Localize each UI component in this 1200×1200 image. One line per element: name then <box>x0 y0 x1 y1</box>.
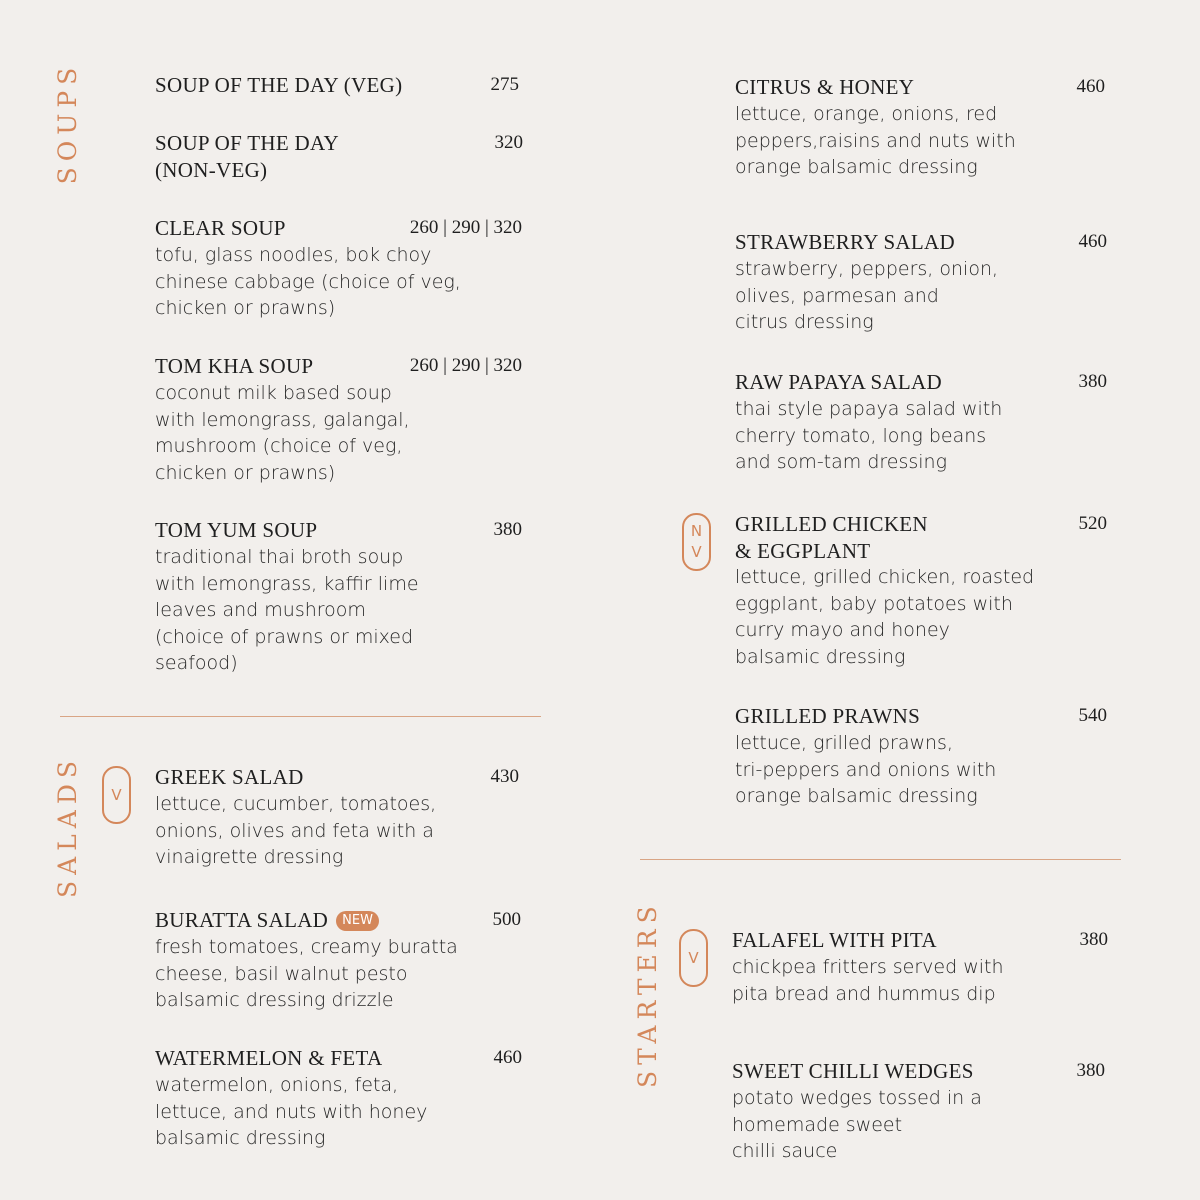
desc-line: orange balsamic dressing <box>735 785 978 808</box>
item-price: 380 <box>493 519 522 540</box>
section-title-starters: STARTERS <box>633 900 662 1088</box>
item-price: 380 <box>1078 371 1107 392</box>
veg-badge-starters <box>679 929 708 987</box>
new-badge: NEW <box>336 911 379 931</box>
item-description <box>155 934 525 1014</box>
section-title-soups: SOUPS <box>53 61 82 185</box>
item-name: WATERMELON & FETA <box>155 1046 383 1070</box>
menu-item-sweet-chilli-wedges <box>732 1058 1108 1165</box>
desc-line: chilli sauce <box>732 1140 838 1163</box>
item-name: CITRUS & HONEY <box>735 75 915 99</box>
item-name: STRAWBERRY SALAD <box>735 230 955 254</box>
menu-item-soup-veg <box>155 72 525 99</box>
item-price: 275 <box>490 74 519 95</box>
desc-line: lettuce, orange, onions, red <box>735 103 998 125</box>
item-price: 380 <box>1079 929 1108 950</box>
item-price: 540 <box>1078 705 1107 726</box>
item-name: SWEET CHILLI WEDGES <box>732 1059 974 1083</box>
desc-line: lettuce, grilled chicken, roasted <box>735 566 1035 588</box>
item-price: 460 <box>493 1047 522 1068</box>
item-price: 320 <box>494 132 523 153</box>
desc-line: chickpea fritters served with <box>732 956 1004 978</box>
item-price: 460 <box>1076 76 1105 97</box>
desc-line: lettuce, grilled prawns, <box>735 732 953 754</box>
menu-item-tom-yum-soup <box>155 517 525 677</box>
item-description <box>735 730 1107 810</box>
item-description <box>155 544 525 677</box>
item-description <box>732 1085 1108 1165</box>
desc-line: lettuce, and nuts with honey <box>155 1100 428 1123</box>
desc-line: orange balsamic dressing <box>735 156 978 179</box>
desc-line: vinaigrette dressing <box>155 846 344 869</box>
desc-line: tofu, glass noodles, bok choy <box>155 244 432 266</box>
desc-line: with lemongrass, kaffir lime <box>155 572 419 595</box>
desc-line: olives, parmesan and <box>735 284 939 307</box>
item-name: TOM KHA SOUP <box>155 354 314 378</box>
veg-badge-salads <box>102 766 131 824</box>
item-price: 460 <box>1078 231 1107 252</box>
desc-line: chinese cabbage (choice of veg, <box>155 270 461 293</box>
desc-line: pita bread and hummus dip <box>732 982 996 1005</box>
menu-item-tom-kha-soup <box>155 353 525 486</box>
item-description <box>155 380 525 486</box>
desc-line: and som-tam dressing <box>735 451 947 474</box>
item-name: RAW PAPAYA SALAD <box>735 370 942 394</box>
desc-line: (choice of prawns or mixed <box>155 625 414 648</box>
item-name: CLEAR SOUP <box>155 216 286 240</box>
desc-line: eggplant, baby potatoes with <box>735 592 1013 615</box>
menu-item-watermelon-feta <box>155 1045 525 1152</box>
item-name: TOM YUM SOUP <box>155 518 318 542</box>
section-title-salads: SALADS <box>53 754 82 898</box>
item-price: 430 <box>490 766 519 787</box>
desc-line: chicken or prawns) <box>155 297 336 320</box>
desc-line: balsamic dressing <box>155 1127 326 1150</box>
desc-line: watermelon, onions, feta, <box>155 1074 399 1096</box>
item-name: FALAFEL WITH PITA <box>732 928 937 952</box>
item-price: 380 <box>1076 1060 1105 1081</box>
nonveg-letter-v: V <box>691 543 702 561</box>
desc-line: with lemongrass, galangal, <box>155 408 410 431</box>
menu-item-buratta-salad <box>155 907 525 1014</box>
divider-soups-salads <box>60 716 541 717</box>
item-name-line2: (NON-VEG) <box>155 158 268 182</box>
item-description <box>735 256 1107 336</box>
item-price: 520 <box>1078 513 1107 534</box>
desc-line: balsamic dressing drizzle <box>155 989 394 1012</box>
desc-line: coconut milk based soup <box>155 382 392 404</box>
desc-line: traditional thai broth soup <box>155 546 404 568</box>
item-name: GREEK SALAD <box>155 765 304 789</box>
nonveg-badge <box>682 513 711 571</box>
desc-line: seafood) <box>155 652 238 675</box>
menu-item-greek-salad <box>155 764 525 871</box>
item-description <box>155 1072 525 1152</box>
item-price: 260 | 290 | 320 <box>409 355 522 376</box>
veg-letter: V <box>688 948 699 967</box>
menu-item-clear-soup <box>155 215 525 322</box>
item-price: 260 | 290 | 320 <box>409 217 522 238</box>
menu-item-grilled-prawns <box>735 703 1107 810</box>
item-price: 500 <box>492 909 521 930</box>
menu-item-soup-nonveg <box>155 130 525 183</box>
desc-line: thai style papaya salad with <box>735 398 1003 420</box>
menu-item-falafel-with-pita <box>732 927 1108 1007</box>
item-description <box>735 564 1107 670</box>
desc-line: cheese, basil walnut pesto <box>155 962 408 985</box>
desc-line: leaves and mushroom <box>155 599 366 622</box>
item-description <box>155 242 525 322</box>
desc-line: peppers,raisins and nuts with <box>735 129 1016 152</box>
desc-line: tri-peppers and onions with <box>735 758 997 781</box>
desc-line: chicken or prawns) <box>155 461 336 484</box>
desc-line: homemade sweet <box>732 1113 903 1136</box>
menu-item-citrus-honey <box>735 74 1107 181</box>
desc-line: potato wedges tossed in a <box>732 1087 982 1109</box>
item-name: BURATTA SALAD <box>155 908 329 932</box>
menu-item-strawberry-salad <box>735 229 1107 336</box>
item-name: SOUP OF THE DAY (VEG) <box>155 73 403 97</box>
menu-item-grilled-chicken-eggplant <box>735 511 1107 670</box>
item-description <box>155 791 525 871</box>
veg-letter: V <box>111 785 122 804</box>
desc-line: mushroom (choice of veg, <box>155 435 403 458</box>
desc-line: fresh tomatoes, creamy buratta <box>155 936 458 958</box>
item-description <box>735 396 1107 476</box>
item-description <box>735 101 1107 181</box>
menu-item-raw-papaya-salad <box>735 369 1107 476</box>
desc-line: curry mayo and honey <box>735 619 950 642</box>
divider-salads-starters <box>640 859 1121 860</box>
item-name-line2: & EGGPLANT <box>735 539 871 563</box>
nonveg-letter-n: N <box>690 522 703 540</box>
item-description <box>732 954 1108 1007</box>
desc-line: balsamic dressing <box>735 645 906 668</box>
item-name: SOUP OF THE DAY <box>155 131 340 155</box>
desc-line: cherry tomato, long beans <box>735 424 987 447</box>
desc-line: citrus dressing <box>735 311 874 334</box>
desc-line: strawberry, peppers, onion, <box>735 258 999 280</box>
item-name: GRILLED PRAWNS <box>735 704 921 728</box>
desc-line: lettuce, cucumber, tomatoes, <box>155 793 437 815</box>
desc-line: onions, olives and feta with a <box>155 819 434 842</box>
item-name: GRILLED CHICKEN <box>735 512 928 536</box>
